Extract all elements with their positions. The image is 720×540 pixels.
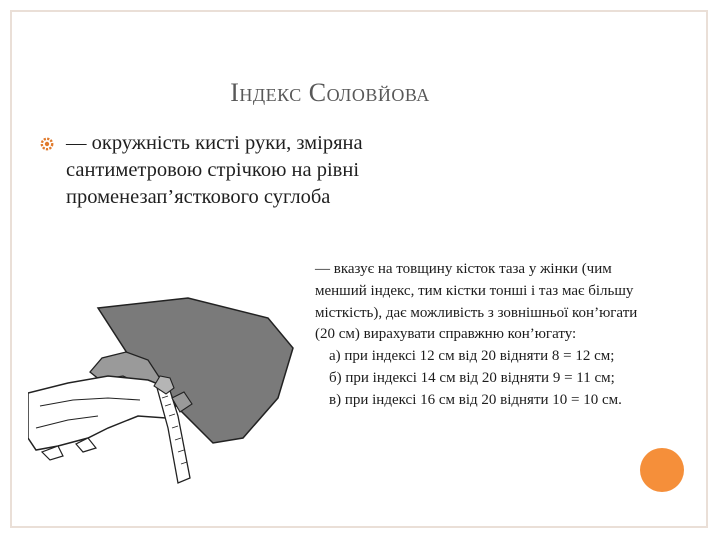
description-block [315, 259, 660, 412]
description-item-b: б) при індексі 14 см від 20 відняти 9 = 11 см; [329, 369, 615, 386]
description-item-a: а) при індексі 12 см від 20 відняти 8 = 12 см; [329, 348, 615, 365]
description-intro: — вказує на товщину кісток таза у жінки (чим менший індекс, тим кістки тонші і таз має більшу місткість), дає можливість з зовнішньої кон’югати (20 см) вирахувати справжню кон’югату: [315, 261, 638, 343]
accent-circle [640, 448, 684, 492]
gear-bullet-icon [40, 137, 54, 151]
bullet-item [40, 130, 500, 211]
description-item-c: в) при індексі 16 см від 20 відняти 10 = 10 см. [329, 391, 622, 408]
slide-title: Індекс Соловйова [230, 78, 430, 107]
bullet-text: — окружність кисті руки, зміряна сантиметровою стрічкою на рівні променезап’ясткового суглоба [66, 132, 363, 208]
wrist-measurement-illustration [28, 288, 298, 488]
